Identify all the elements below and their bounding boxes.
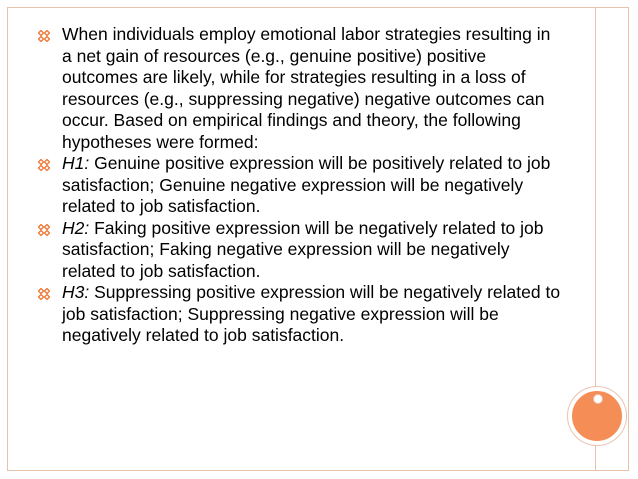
bullet-intro [38, 24, 563, 153]
small-circle-decoration [593, 394, 603, 404]
bullet-text: When individuals employ emotional labor strategies resulting in a net gain of resources (e.g., genuine positive) positive outcomes are likely, while for strategies resulting in a loss of resources (e.g., suppressing negative) negative outcomes can occur. Based on empirical findings and theory, the following hypotheses were formed: [62, 24, 551, 152]
bullet-text: Faking positive expression will be negatively related to job satisfaction; Faking negative expression will be negatively related to job satisfaction. [62, 217, 544, 281]
bullet-text: Genuine positive expression will be positively related to job satisfaction; Genuine negative expression will be negatively related to job satisfaction. [62, 153, 551, 216]
hypothesis-label: H1: [62, 153, 90, 173]
orange-quad-diamond-icon [38, 159, 50, 171]
bullet-h2 [38, 218, 563, 283]
orange-quad-diamond-icon [38, 30, 50, 42]
hypothesis-label: H2: [62, 217, 90, 238]
bullet-text: Suppressing positive expression will be negatively related to job satisfaction; Suppressing negative expression will be negatively related to job satisfaction. [62, 282, 561, 345]
bullet-list [38, 24, 563, 347]
orange-quad-diamond-icon [38, 224, 50, 236]
hypothesis-label: H3: [62, 282, 90, 302]
orange-quad-diamond-icon [38, 288, 50, 300]
bullet-h3 [38, 282, 563, 347]
bullet-h1 [38, 153, 563, 218]
